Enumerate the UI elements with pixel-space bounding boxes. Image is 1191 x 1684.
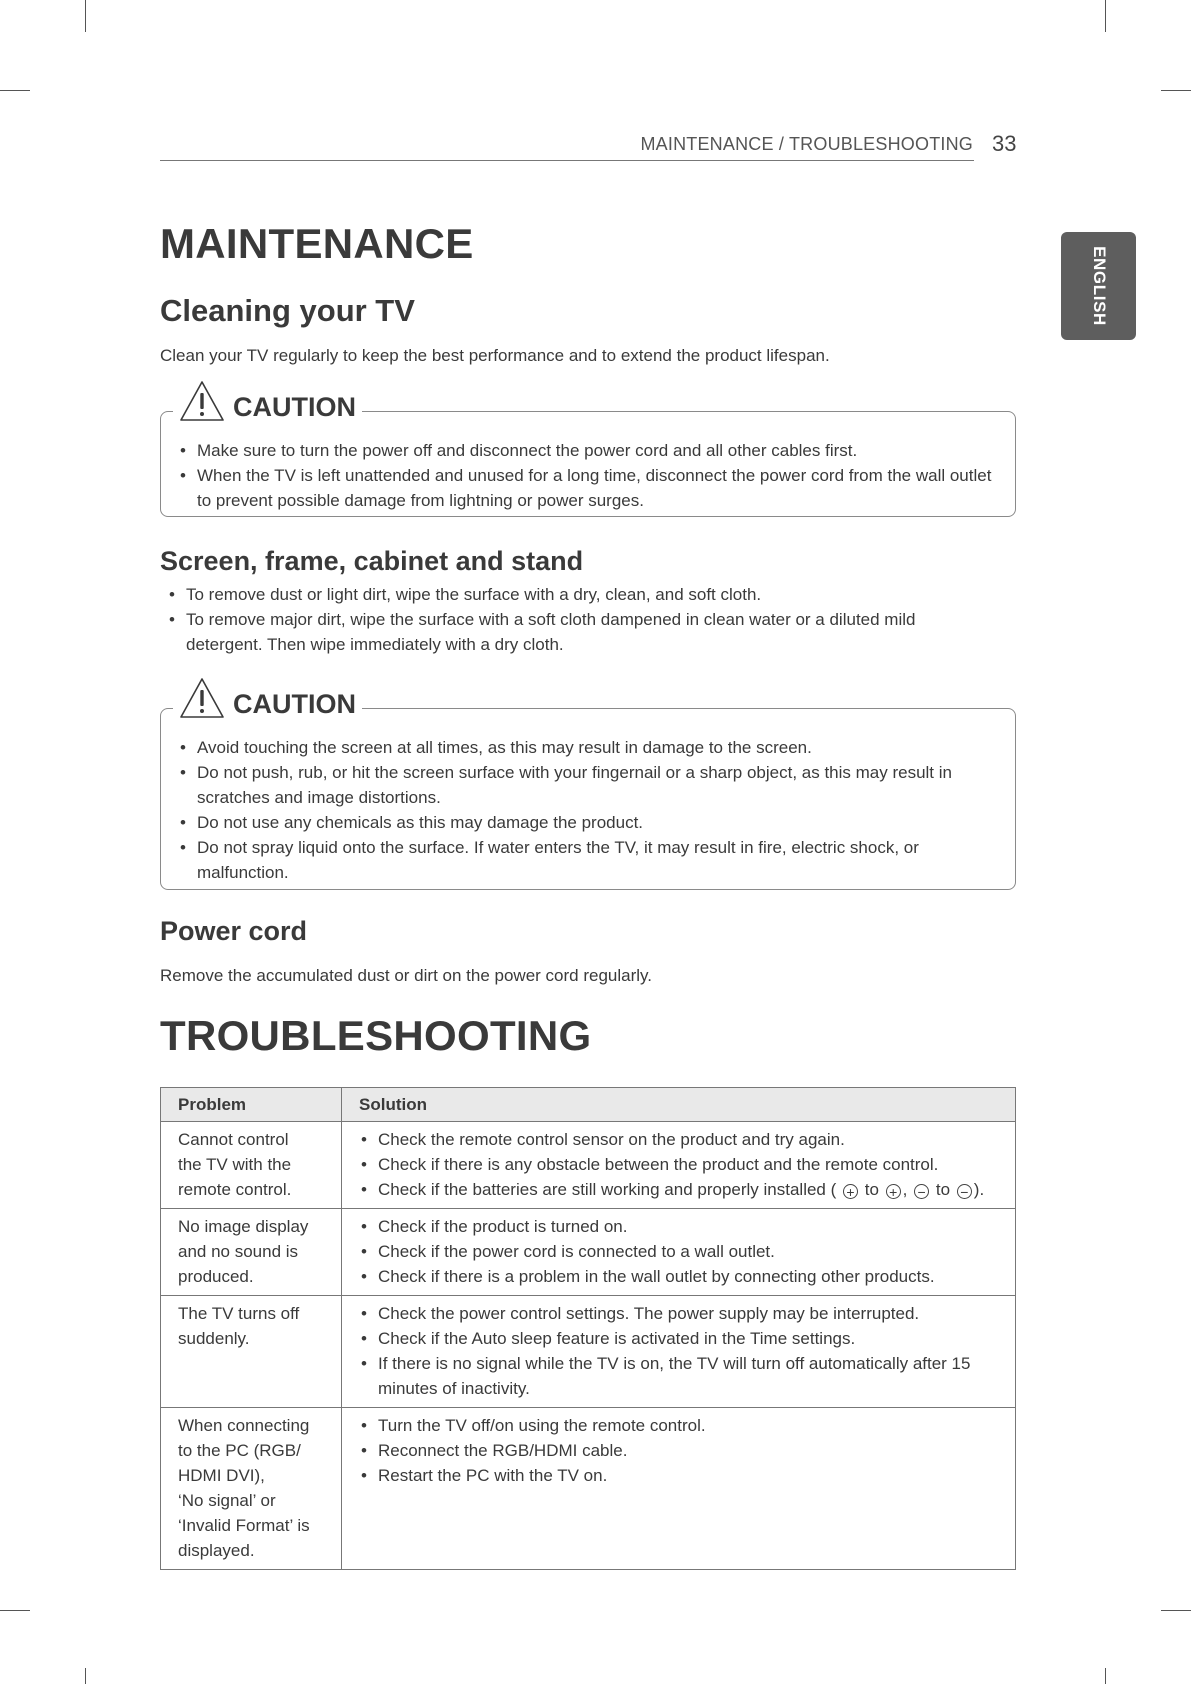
comma-text: , xyxy=(902,1180,908,1199)
list-item: • Check the remote control sensor on the product and try again. xyxy=(358,1127,1007,1152)
minus-terminal-icon: − xyxy=(914,1184,929,1199)
warning-icon xyxy=(179,380,225,422)
solution-list xyxy=(358,1214,1007,1289)
header-divider xyxy=(160,160,974,161)
caution-header xyxy=(173,675,362,719)
list-item: • Check if the power cord is connected to a wall outlet. xyxy=(358,1239,1007,1264)
caution-label: CAUTION xyxy=(233,689,356,719)
battery-text: Check if the batteries are still working and properly installed ( xyxy=(378,1180,837,1199)
list-item: • Do not spray liquid onto the surface. If water enters the TV, it may result in fire, electric shock, or malfunction. xyxy=(177,835,997,885)
list-item: • To remove dust or light dirt, wipe the surface with a dry, clean, and soft cloth. xyxy=(166,582,996,607)
to-text: to xyxy=(864,1180,879,1199)
cleaning-title: Cleaning your TV xyxy=(160,293,415,328)
crop-mark xyxy=(0,1610,30,1611)
column-header-solution: Solution xyxy=(342,1088,1016,1122)
solution-cell xyxy=(342,1122,1016,1209)
list-item: • Check the power control settings. The power supply may be interrupted. xyxy=(358,1301,1007,1326)
crop-mark xyxy=(85,1668,86,1684)
list-item: • When the TV is left unattended and unused for a long time, disconnect the power cord from the wall outlet to prevent possible damage from lightning or power surges. xyxy=(177,463,997,513)
list-item: • To remove major dirt, wipe the surface with a soft cloth dampened in clean water or a diluted mild detergent. Then wipe immediately with a dry cloth. xyxy=(166,607,996,657)
screen-list xyxy=(166,582,996,657)
table-row xyxy=(161,1296,1016,1408)
solution-list xyxy=(358,1413,1007,1488)
running-header: MAINTENANCE / TROUBLESHOOTING xyxy=(640,134,973,154)
list-item: • Make sure to turn the power off and disconnect the power cord and all other cables first. xyxy=(177,438,997,463)
crop-mark xyxy=(0,90,30,91)
caution-list xyxy=(161,709,1015,895)
cleaning-intro: Clean your TV regularly to keep the best performance and to extend the product lifespan. xyxy=(160,346,830,365)
table-header-row xyxy=(161,1088,1016,1122)
maintenance-title: MAINTENANCE xyxy=(160,220,474,267)
crop-mark xyxy=(1161,90,1191,91)
solution-cell xyxy=(342,1209,1016,1296)
list-item: • Check if the Auto sleep feature is activated in the Time settings. xyxy=(358,1326,1007,1351)
problem-cell: When connecting to the PC (RGB/ HDMI DVI), ‘No signal’ or ‘Invalid Format’ is displayed. xyxy=(161,1408,342,1570)
troubleshooting-title: TROUBLESHOOTING xyxy=(160,1012,592,1059)
list-item: • Check if there is any obstacle between the product and the remote control. xyxy=(358,1152,1007,1177)
solution-list xyxy=(358,1301,1007,1401)
troubleshooting-table xyxy=(160,1087,1016,1570)
problem-cell: Cannot control the TV with the remote control. xyxy=(161,1122,342,1209)
plus-terminal-icon: + xyxy=(886,1184,901,1199)
column-header-problem: Problem xyxy=(161,1088,342,1122)
list-item: • Check if there is a problem in the wall outlet by connecting other products. xyxy=(358,1264,1007,1289)
power-cord-title: Power cord xyxy=(160,916,308,946)
screen-title: Screen, frame, cabinet and stand xyxy=(160,546,584,576)
list-item: • If there is no signal while the TV is on, the TV will turn off automatically after 15 minutes of inactivity. xyxy=(358,1351,1007,1401)
warning-icon xyxy=(179,677,225,719)
list-item xyxy=(358,1177,1007,1202)
table-row xyxy=(161,1209,1016,1296)
solution-cell xyxy=(342,1408,1016,1570)
crop-mark xyxy=(1161,1610,1191,1611)
crop-mark xyxy=(1105,1668,1106,1684)
solution-cell xyxy=(342,1296,1016,1408)
problem-cell: No image display and no sound is produced. xyxy=(161,1209,342,1296)
solution-list xyxy=(358,1127,1007,1202)
list-item: • Avoid touching the screen at all times, as this may result in damage to the screen. xyxy=(177,735,997,760)
page-number: 33 xyxy=(992,131,1017,156)
list-item: • Restart the PC with the TV on. xyxy=(358,1463,1007,1488)
list-item: • Turn the TV off/on using the remote control. xyxy=(358,1413,1007,1438)
list-item: • Check if the product is turned on. xyxy=(358,1214,1007,1239)
caution-label: CAUTION xyxy=(233,392,356,422)
plus-terminal-icon: + xyxy=(843,1184,858,1199)
list-item: • Do not use any chemicals as this may damage the product. xyxy=(177,810,997,835)
language-tab xyxy=(1061,232,1136,340)
list-item: • Do not push, rub, or hit the screen surface with your fingernail or a sharp object, as this may result in scratches and image distortions. xyxy=(177,760,997,810)
to-text: to xyxy=(935,1180,951,1199)
minus-terminal-icon: − xyxy=(957,1184,972,1199)
power-cord-text: Remove the accumulated dust or dirt on the power cord regularly. xyxy=(160,966,652,985)
caution-list xyxy=(161,412,1015,523)
caution-box xyxy=(160,689,1016,890)
crop-mark xyxy=(1105,0,1106,32)
list-item: • Reconnect the RGB/HDMI cable. xyxy=(358,1438,1007,1463)
caution-box xyxy=(160,392,1016,517)
caution-header xyxy=(173,378,362,422)
table-row xyxy=(161,1408,1016,1570)
table-row xyxy=(161,1122,1016,1209)
crop-mark xyxy=(85,0,86,32)
problem-cell: The TV turns off suddenly. xyxy=(161,1296,342,1408)
language-tab-label: ENGLISH xyxy=(1089,246,1109,326)
suffix-text: ). xyxy=(973,1180,985,1199)
